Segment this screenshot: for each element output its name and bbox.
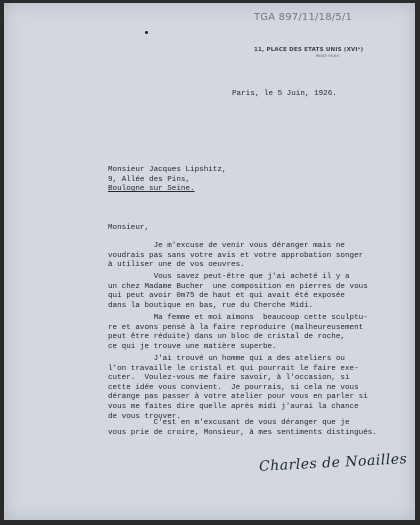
- letterhead-phone: PASSY 56-60: [316, 54, 339, 58]
- letterhead: [254, 47, 364, 58]
- letter-paragraph-2: Vous savez peut-être que j'ai acheté il y a un chez Madame Bucher une composition en pierres de vous qui peut avoir 0m75 de haut et qui avait été exposée dans la boutique en bas, rue du Cherche Midi.: [108, 273, 368, 310]
- letter-paragraph-1: Je m'excuse de venir vous déranger mais ne voudrais pas sans votre avis et votre approbation songer à utiliser une de vos oeuvres.: [108, 242, 364, 270]
- letter-paragraph-5: C'est en m'excusant de vous déranger que je vous prie de croire, Monsieur, à mes sentiments distingués.: [108, 419, 377, 437]
- letter-paragraph-3: Ma femme et moi aimons beaucoup cette sculptu- re et avons pensé à la faire reproduire (malheureusement peut être réduite) dans un bloc de cristal de roche, ce qui je trouve une matière superbe.: [108, 314, 368, 351]
- addressee-block: [108, 166, 226, 195]
- addressee-name: Monsieur Jacques Lipshitz,: [108, 166, 227, 174]
- ink-dot: [145, 31, 148, 34]
- letter-paragraph-4: J'ai trouvé un homme qui a des ateliers ou l'on travaille le cristal et qui pourrait le faire exe- cuter. Voulez-vous me faire savoir, à l'occasion, si cette idée vous convient. Je pourrais, si cela ne vous dérange pas passer à votre atelier pour vous en parler si vous me faites dire quelle après midi j'aurai la chance de vous trouver.: [108, 355, 368, 421]
- salutation: Monsieur,: [108, 224, 150, 232]
- archive-reference-mark: TGA 897/11/18/5/1: [254, 12, 353, 23]
- letter-date: Paris, le 5 Juin, 1926.: [232, 90, 337, 98]
- letterhead-address: 11, PLACE DES ETATS UNIS (XVIᵉ): [254, 47, 364, 53]
- letter-page: [4, 3, 415, 520]
- handwritten-signature: Charles de Noailles: [258, 451, 408, 475]
- addressee-street: 9, Allée des Pins,: [108, 175, 191, 184]
- addressee-city: Boulogne sur Seine.: [108, 185, 195, 194]
